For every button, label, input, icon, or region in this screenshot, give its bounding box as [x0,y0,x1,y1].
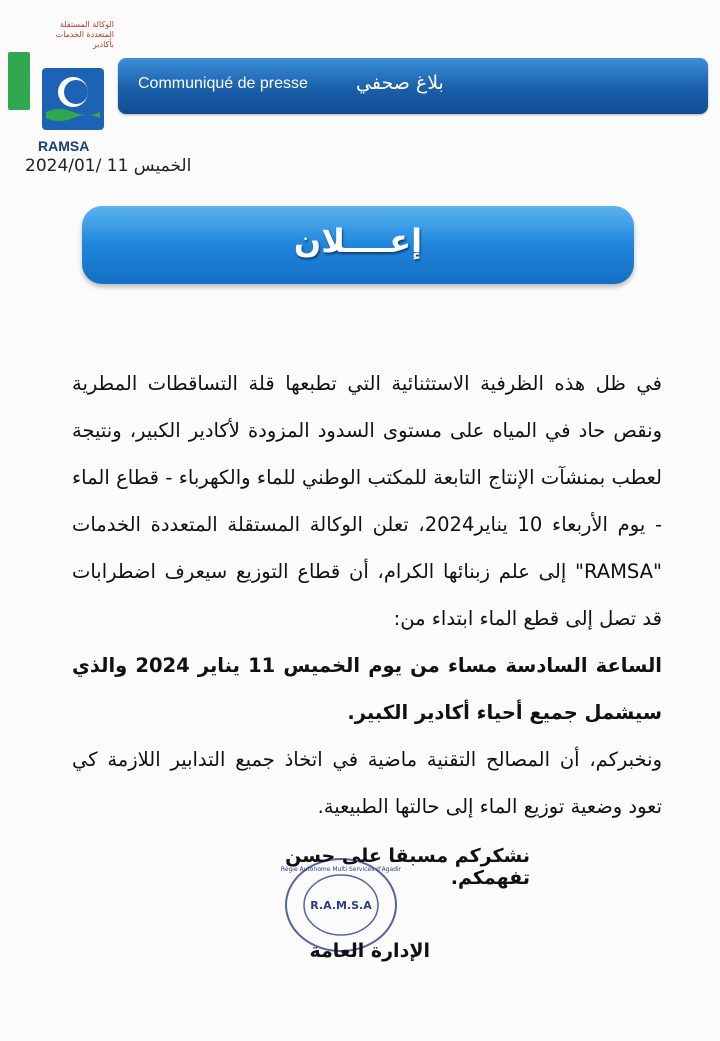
announcement-title-box [82,206,634,284]
logo-brand-text: RAMSA [38,138,90,154]
paragraph-measures: ونخبركم، أن المصالح التقنية ماضية في اتخاذ جميع التدابير اللازمة كي تعود وضعية توزيع الماء إلى حالتها الطبيعية. [72,748,662,818]
closing-thanks: نشكركم مسبقا على حسن تفهمكم. [285,845,530,889]
green-side-bar [8,52,30,110]
logo-arabic-name [34,20,114,50]
svg-text:Régie Autonome Multi Services: Régie Autonome Multi Services d'Agadir [281,866,401,873]
announcement-title: إعــــلان [293,222,423,260]
signature-general-management: الإدارة العامة [309,940,430,962]
paragraph-intro: في ظل هذه الظرفية الاستثنائية التي تطبعها قلة التساقطات المطرية ونقص حاد في المياه على مستوى السدود المزودة لأكادير الكبير، ونتيجة لعطب بمنشآت الإنتاج التابعة للمكتب الوطني للماء والكهرباء - قطاع الماء - يوم الأربعاء 10 يناير2024، تعلن الوكالة المستقلة المتعددة الخدمات "RAMSA" إلى علم زبنائها الكرام، أن قطاع التوزيع سيعرف اضطرابات قد تصل إلى قطع الماء ابتداء من: [72,372,662,630]
header-title-french: Communiqué de presse [138,75,308,92]
logo-arabic-line-2: المتعددة الخدمات بأكادير [55,30,114,49]
header-banner [118,58,708,114]
logo-arabic-line-1: الوكالة المستقلة [59,20,114,29]
paragraph-cut-time: الساعة السادسة مساء من يوم الخميس 11 يناير 2024 والذي سيشمل جميع أحياء أكادير الكبير. [72,654,662,724]
document-date: الخميس 11 /2024/01 [25,156,192,176]
announcement-body [72,360,662,830]
svg-text:R.A.M.S.A: R.A.M.S.A [310,899,372,912]
header-title-arabic: بلاغ صحفي [356,72,444,94]
ramsa-logo [34,20,114,154]
water-drop-logo-icon [42,68,104,130]
